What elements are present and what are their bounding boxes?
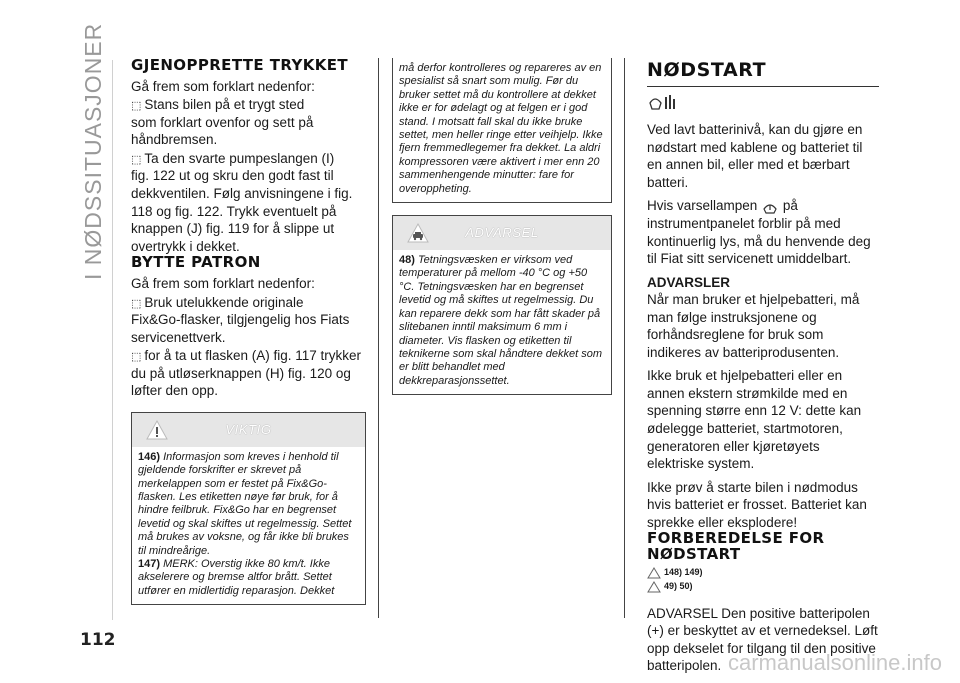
paragraph: Ikke bruk et hjelpebatteri eller en annen ekstern strømkilde med en spenning større enn 12 V: dette kan ødelegge batteriet, startmotoren, generatoren eller kjøretøyets elektriske system. bbox=[647, 368, 862, 472]
note-item: 146) Informasjon som kreves i henhold til gjeldende forskrifter er skrevet på merkelappen som er festet på Fix&Go-flasken. Les etiketten nøye før bruk, for å hindre feilbruk. Fix&Go har en begrenset levetid og skal skiftes ut regelmessig. Settet må brukes av voksne, og får ikke bli brukes til mindreårige. bbox=[138, 450, 352, 557]
warning-triangle-icon bbox=[146, 419, 168, 441]
paragraph: Fix&Go-flasker, tilgjengelig hos Fiats servicenettverk. bbox=[131, 312, 350, 345]
watermark-text: carmanualsonline.info bbox=[727, 650, 942, 675]
note-title: VIKTIG bbox=[225, 421, 272, 437]
warning-lamp-icon bbox=[761, 200, 779, 214]
paragraph: Når man bruker et hjelpebatteri, må man følge instruksjonene og forhåndsreglene for bruk som indikeres av batteriprodusenten. bbox=[647, 292, 860, 360]
section-label: I NØDSSITUASJONER bbox=[80, 22, 106, 280]
note-continuation bbox=[392, 58, 612, 203]
warning-header bbox=[393, 216, 611, 250]
paragraph: Hvis varsellampen på instrumentpanelet forblir på med kontinuerlig lys, må du henvende deg til Fiat sitt servicenett umiddelbart. bbox=[647, 198, 871, 267]
warnings-label: ADVARSLER bbox=[647, 274, 731, 290]
heading-prepare-emergency-start: FORBEREDELSE FOR NØDSTART bbox=[647, 529, 825, 564]
bullet-item: ⬚ Ta den svarte pumpeslangen (I) bbox=[131, 150, 366, 168]
hazard-symbol-icon bbox=[647, 93, 681, 111]
note-references: 49) 50) bbox=[664, 580, 693, 591]
paragraph: Ved lavt batterinivå, kan du gjøre en nødstart med kablene og batteriet til en annen bil, eller med et bærbart batteri. bbox=[647, 122, 863, 190]
paragraph: fig. 122 ut og skru den godt fast til dekkventilen. Følg anvisningene i fig. 118 og fig. 122. Trykk eventuelt på knappen (J) fig. 119 for å slippe ut overtrykk i dekket. bbox=[131, 168, 353, 254]
bullet-item: ⬚ Bruk utelukkende originale bbox=[131, 294, 366, 312]
section-sidebar bbox=[80, 22, 110, 280]
column-1 bbox=[131, 58, 366, 605]
paragraph: Ikke prøv å starte bilen i nødmodus hvis batteriet er frosset. Batteriet kan sprekke eller eksplodere! bbox=[647, 479, 867, 530]
note-header bbox=[132, 413, 365, 447]
paragraph: Gå frem som forklart nedenfor: bbox=[131, 275, 315, 291]
note-text: må derfor kontrolleres og repareres av en spesialist så snart som mulig. Før du bruker settet må du kontrollere at dekket ikke er for ødelagt og at felgen er i god stand. I motsatt fall skal du ikke bruke settet, men heller ringe etter veihjelp. Ikke fjern fremmedlegemer fra dekket. La aldri kompressoren være aktivert i mer enn 20 sammenhengende minutter: fare for overoppheting. bbox=[399, 62, 603, 195]
car-warning-icon bbox=[407, 222, 429, 244]
note-item: 48) Tetningsvæsken er virksom ved temperaturer på mellom -40 °C og +50 °C. Tetningsvæsken har en begrenset levetid og må skiftes ut regelmessig. Du kan reparere dekk som har fått skader på slitebanen inntil maksimum 6 mm i diameter. Vis flasken og etiketten til teknikerne som skal håndtere dekket som er blitt behandlet med dekkreparasjonssettet. bbox=[399, 254, 602, 387]
sidebar-divider bbox=[112, 60, 113, 620]
car-warning-icon bbox=[647, 581, 661, 593]
page-number: 112 bbox=[80, 630, 116, 650]
warning-note-box bbox=[392, 215, 612, 395]
paragraph: du på utløserknappen (H) fig. 120 og løfter den opp. bbox=[131, 365, 351, 399]
reference-line bbox=[647, 567, 879, 579]
heading-restore-pressure: GJENOPPRETTE TRYKKET bbox=[131, 56, 349, 74]
paragraph: ADVARSEL Den positive batteripolen (+) er beskyttet av et vernedeksel. Løft opp dekselet for tilgang til den positive batteripolen. bbox=[647, 605, 878, 674]
heading-replace-cartridge: BYTTE PATRON bbox=[131, 253, 261, 272]
column-divider bbox=[378, 58, 379, 618]
column-3 bbox=[647, 58, 879, 675]
heading-emergency-start: NØDSTART bbox=[647, 58, 879, 87]
bullet-item: ⬚ Stans bilen på et trygt sted bbox=[131, 96, 366, 114]
bullet-item: ⬚ for å ta ut flasken (A) fig. 117 trykker bbox=[131, 347, 366, 365]
paragraph: Gå frem som forklart nedenfor: bbox=[131, 78, 315, 94]
column-2 bbox=[392, 58, 612, 395]
note-references: 148) 149) bbox=[664, 566, 703, 577]
note-item: 147) MERK: Overstig ikke 80 km/t. Ikke akselerere og bremse altfor brått. Settet utfører en midlertidig reparasjon. Dekket bbox=[138, 558, 335, 597]
reference-line bbox=[647, 581, 879, 593]
paragraph: som forklart ovenfor og sett på håndbremsen. bbox=[131, 114, 314, 148]
important-note-box bbox=[131, 412, 366, 605]
warning-title: ADVARSEL bbox=[465, 225, 539, 241]
warning-triangle-icon bbox=[647, 567, 661, 579]
column-divider bbox=[624, 58, 625, 618]
